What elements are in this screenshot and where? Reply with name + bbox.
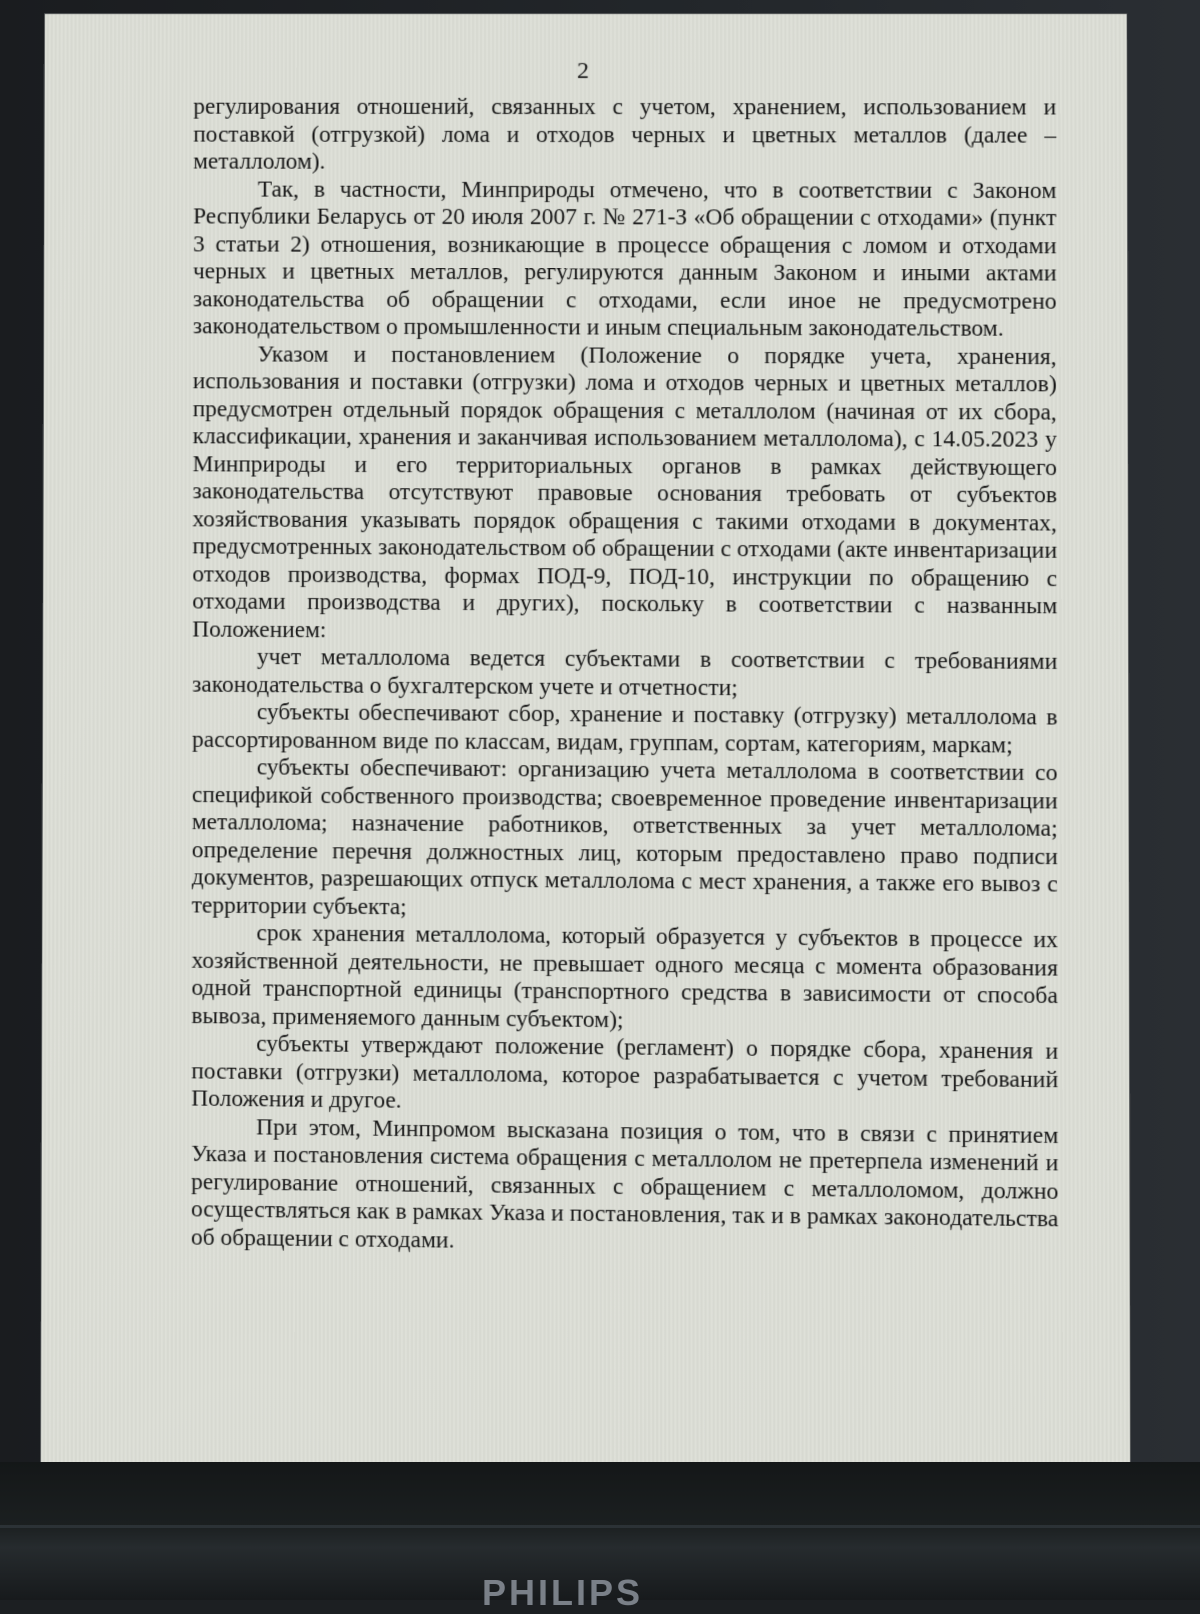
- list-item-organization: субъекты обеспечивают: организацию учета металлолома в соответствии со спецификой собственного производства; своевременное проведение инвентаризации металлолома; назначение работников, ответственных за учет металлолома; определение перечня должностных лиц, которым предоставлено право подписи документов, разрешающих отпуск металлолома с мест хранения, а также его вывоз с территории субъекта;: [191, 754, 1058, 920]
- paragraph-continuation: регулирования отношений, связанных с учетом, хранением, использованием и поставкой (отгрузкой) лома и отходов черных и цветных металлов (далее – металлолом).: [193, 93, 1057, 175]
- paragraph-minprirody-position: Так, в частности, Минприроды отмечено, что в соответствии с Законом Республики Беларусь от 20 июля 2007 г. № 271-З «Об обращении с отходами» (пункт 3 статьи 2) отношения, возникающие в процессе обращения с ломом и отходами черных и цветных металлов, регулируются данным Законом и иными актами законодательства об обращении с отходами, если иное не предусмотрено законодательством о промышленности и иным специальным законодательством.: [192, 176, 1057, 342]
- page-number: 2: [576, 58, 589, 85]
- document-page[interactable]: [41, 14, 1130, 1484]
- list-item-accounting: учет металлолома ведется субъектами в соответствии с требованиями законодательства о бухгалтерском учете и отчетности;: [192, 643, 1058, 701]
- paragraph-decree-provision: Указом и постановлением (Положение о порядке учета, хранения, использования и поставки (отгрузки) лома и отходов черных и цветных металлов) предусмотрен отдельный порядок обращения с металлолом (начиная от их сбора, классификации, хранения и заканчивая использованием металлолома), с 14.05.2023 у Минприроды и его территориальных органов в рамках действующего законодательства отсутствуют правовые основания требовать от субъектов хозяйствования указывать порядок обращения с такими отходами в документах, предусмотренных законодательством об обращении с отходами (акте инвентаризации отходов производства, формах ПОД-9, ПОД-10, инструкции по обращению с отходами производства и других), поскольку в соответствии с названным Положением:: [192, 340, 1058, 643]
- list-item-storage-term: срок хранения металлолома, который образуется у субъектов в процессе их хозяйственной деятельности, не превышает одного месяца с момента образования одной транспортной единицы (транспортного средства в зависимости от способа вывоза, применяемого данным субъектом);: [191, 920, 1059, 1033]
- paragraph-minprom-position: При этом, Минпромом высказана позиция о том, что в связи с принятием Указа и постановления система обращения с металлолом не претерпела изменений и регулирование отношений, связанных с обращением с металлоломом, должно осуществляться как в рамках Указа и постановления, так и в рамках законодательства об обращении с отходами.: [190, 1113, 1059, 1254]
- bezel-edge: [0, 1525, 1200, 1528]
- monitor-brand-logo: PHILIPS: [482, 1572, 644, 1613]
- list-item-collection-storage: субъекты обеспечивают сбор, хранение и поставку (отгрузку) металлолома в рассортированном виде по классам, видам, группам, сортам, категориям, маркам;: [192, 699, 1058, 759]
- list-item-regulation: субъекты утверждают положение (регламент) о порядке сбора, хранения и поставки (отгрузки) металлолома, которое разрабатывается с учетом требований Положения и другое.: [191, 1030, 1059, 1114]
- document-body: [191, 94, 1059, 1262]
